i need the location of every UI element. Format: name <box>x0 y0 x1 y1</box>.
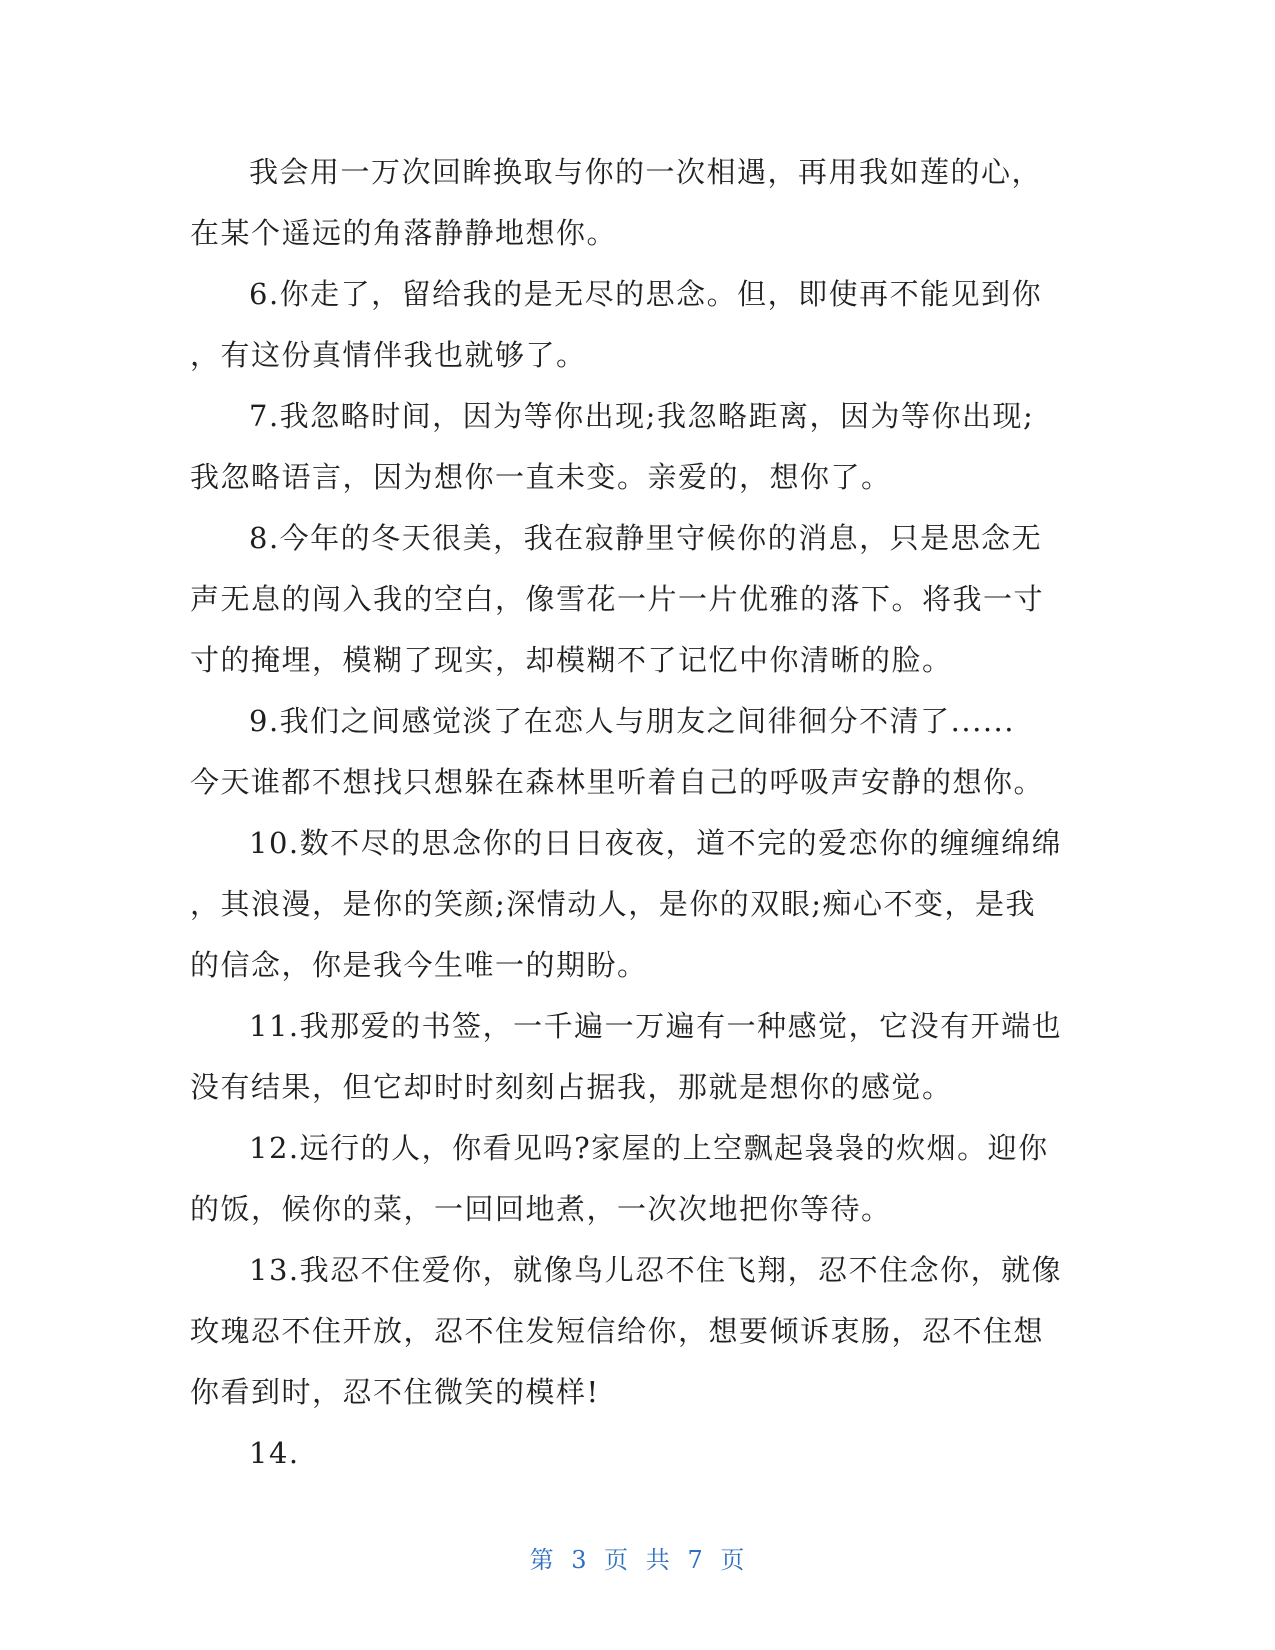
page-number-footer: 第 3 页 共 7 页 <box>529 1546 746 1574</box>
paragraph-9: 9.我们之间感觉淡了在恋人与朋友之间徘徊分不清了...... 今天谁都不想找只想躲在森林里听着自己的呼吸声安静的想你。 <box>190 704 1045 799</box>
paragraph-13: 13.我忍不住爱你，就像鸟儿忍不住飞翔，忍不住念你，就像 玫瑰忍不住开放，忍不住发短信给你，想要倾诉衷肠，忍不住想 你看到时，忍不住微笑的模样! <box>190 1253 1063 1409</box>
paragraph-6: 6.你走了，留给我的是无尽的思念。但，即使再不能见到你 ，有这份真情伴我也就够了。 <box>190 277 1043 372</box>
paragraph-12: 12.远行的人，你看见吗?家屋的上空飘起袅袅的炊烟。迎你 的饭，候你的菜，一回回地煮，一次次地把你等待。 <box>190 1131 1049 1226</box>
paragraph-11: 11.我那爱的书签，一千遍一万遍有一种感觉，它没有开端也 没有结果，但它却时时刻刻占据我，那就是想你的感觉。 <box>190 1009 1063 1104</box>
paragraph-10: 10.数不尽的思念你的日日夜夜，道不完的爱恋你的缠缠绵绵 ，其浪漫，是你的笑颜;深情动人，是你的双眼;痴心不变，是我 的信念，你是我今生唯一的期盼。 <box>190 826 1063 982</box>
paragraph-14: 14. <box>249 1436 300 1470</box>
paragraph-7: 7.我忽略时间，因为等你出现;我忽略距离，因为等你出现; 我忽略语言，因为想你一直未变。亲爱的，想你了。 <box>190 399 1035 494</box>
document-body <box>190 142 1080 1484</box>
paragraph-intro: 我会用一万次回眸换取与你的一次相遇，再用我如莲的心， 在某个遥远的角落静静地想你。 <box>190 155 1043 250</box>
paragraph-8: 8.今年的冬天很美，我在寂静里守候你的消息，只是思念无 声无息的闯入我的空白，像雪花一片一片优雅的落下。将我一寸 寸的掩埋，模糊了现实，却模糊不了记忆中你清晰的脸。 <box>190 521 1045 677</box>
